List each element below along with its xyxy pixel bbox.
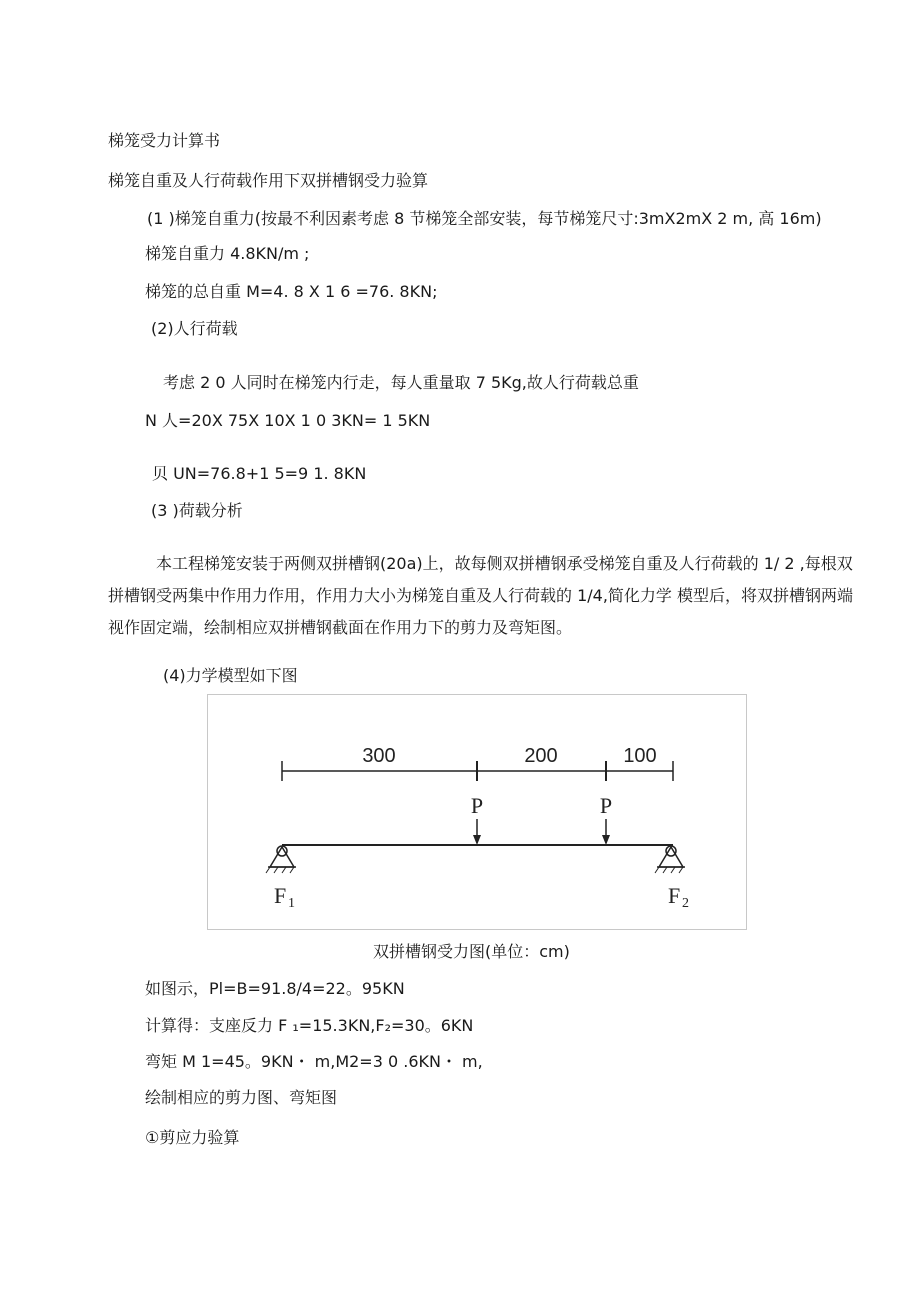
item-2-people-load: (2)人行荷载	[151, 319, 238, 338]
support-label-f2-subscript: 2	[682, 896, 689, 911]
people-description: 考虑 2 0 人同时在梯笼内行走，每人重量取 7 5Kg,故人行荷载总重	[163, 373, 639, 392]
support-left	[266, 846, 296, 873]
people-load-formula: N 人=20X 75X 10X 1 0 3KN= 1 5KN	[145, 411, 431, 430]
bending-moment: 弯矩 M 1=45。9KN・ m,M2=3 0 .6KN・ m,	[145, 1052, 483, 1071]
total-weight: 梯笼的总自重 M=4. 8 X 1 6 =76. 8KN;	[145, 282, 438, 301]
shear-stress-check: ①剪应力验算	[145, 1128, 240, 1147]
load-label-p1: P	[470, 793, 484, 818]
item-3-load-analysis: (3 )荷载分析	[151, 501, 243, 520]
dimension-label-300: 300	[362, 745, 396, 767]
section-title: 梯笼自重及人行荷载作用下双拼槽钢受力验算	[108, 171, 429, 190]
self-weight-value: 梯笼自重力 4.8KN/m ;	[145, 244, 310, 263]
analysis-paragraph: 本工程梯笼安装于两侧双拼槽钢(20a)上，故每侧双拼槽钢承受梯笼自重及人行荷载的 1/ 2 ,每根双拼槽钢受两集中作用力作用，作用力大小为梯笼自重及人行荷载的 1/4,简化力学 模型后，将双拼槽钢两端视作固定端，绘制相应双拼槽钢截面在作用力下的剪力及弯矩图。	[108, 554, 854, 637]
load-arrowhead-p2	[602, 835, 610, 845]
doc-title: 梯笼受力计算书	[108, 131, 221, 150]
load-label-p2: P	[599, 793, 613, 818]
figure-caption: 双拼槽钢受力图(单位：cm)	[373, 942, 570, 961]
support-reaction: 计算得：支座反力 F ₁=15.3KN,F₂=30。6KN	[145, 1016, 474, 1035]
item-1-self-weight: (1 )梯笼自重力(按最不利因素考虑 8 节梯笼全部安装，每节梯笼尺寸:3mX2mX 2 m, 高 16m)	[147, 209, 822, 228]
support-right	[655, 846, 685, 873]
load-arrowhead-p1	[473, 835, 481, 845]
support-label-f1-subscript: 1	[288, 896, 295, 911]
beam-diagram-svg	[208, 695, 748, 931]
support-label-f2: F	[668, 883, 681, 908]
item-4-mechanics-model: (4)力学模型如下图	[163, 666, 298, 685]
support-label-f1: F	[274, 883, 287, 908]
dimension-label-200: 200	[524, 745, 558, 767]
total-load-formula: 贝 UN=76.8+1 5=9 1. 8KN	[152, 464, 367, 483]
draw-diagrams: 绘制相应的剪力图、弯矩图	[145, 1088, 338, 1107]
dimension-label-100: 100	[623, 745, 657, 767]
beam-force-diagram	[207, 694, 747, 930]
p-calculation: 如图示，Pl=B=91.8/4=22。95KN	[145, 979, 405, 998]
